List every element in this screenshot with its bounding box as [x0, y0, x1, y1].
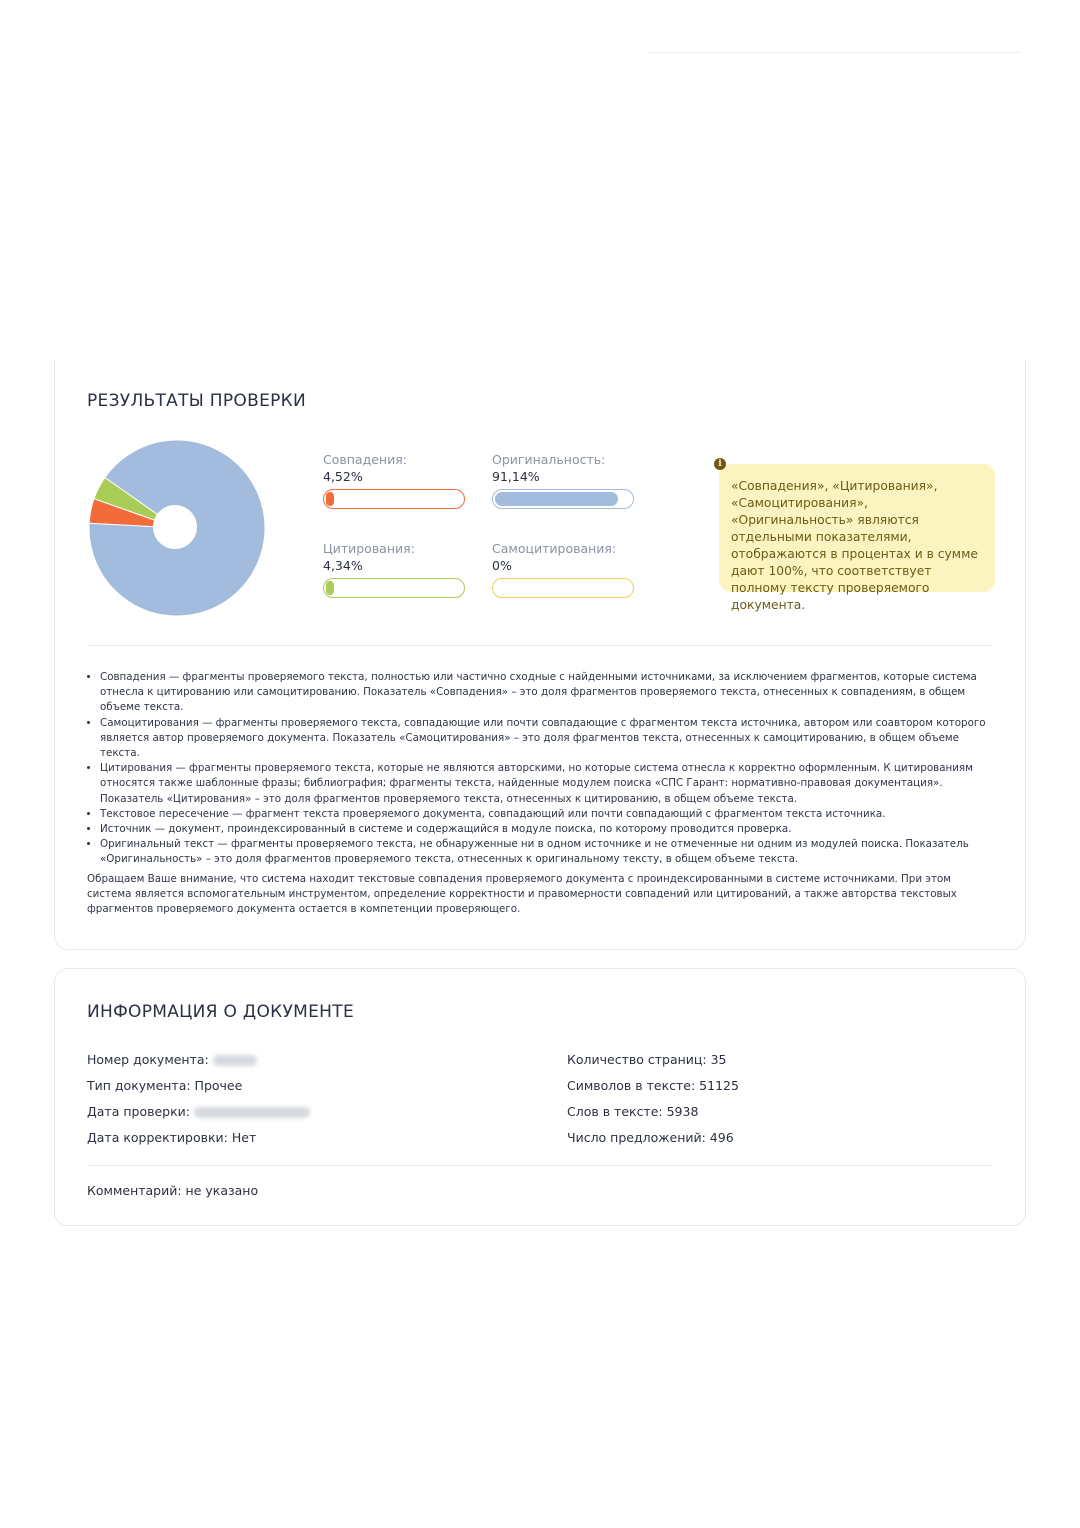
results-divider [87, 645, 993, 646]
metric-citations-bar [323, 578, 465, 598]
check-date-redacted [194, 1107, 310, 1118]
doc-type-field: Тип документа: Прочее [87, 1078, 243, 1093]
metric-originality-bar [492, 489, 634, 509]
comment-field: Комментарий: не указано [87, 1183, 259, 1198]
glossary-item-self-citations: • Самоцитирования — фрагменты проверяемого текста, совпадающие или почти совпадающие с фрагментом текста источника, автором или соавтором которого является автор проверяемого документа. Показатель «Самоцитирования» – это доля фрагментов текста, отнесенных к самоцитированию, в общем объеме текста. [100, 716, 990, 762]
metric-self-citations [492, 541, 638, 598]
glossary-item-source: • Источник — документ, проиндексированный в системе и содержащийся в модуле поиска, по которому проводится проверка. [100, 822, 990, 837]
glossary-item-text-intersection: • Текстовое пересечение — фрагмент текста проверяемого документа, совпадающий или почти совпадающий с фрагментом текста источника. [100, 807, 990, 822]
check-results-card [54, 360, 1026, 950]
correction-date-field: Дата корректировки: Нет [87, 1130, 257, 1145]
metric-self-citations-bar [492, 578, 634, 598]
metric-originality [492, 452, 638, 509]
metric-matches-value: 4,52% [323, 469, 363, 484]
glossary-item-matches: • Совпадения — фрагменты проверяемого текста, полностью или частично сходные с найденными источниками, за исключением фрагментов, которые система отнесла к цитированию или самоцитированию. Показатель «Совпадения» – это доля фрагментов проверяемого текста, отнесенных к совпадениям, в общем объеме текста. [100, 670, 990, 716]
results-title: РЕЗУЛЬТАТЫ ПРОВЕРКИ [87, 391, 307, 411]
pages-count-field: Количество страниц: 35 [567, 1052, 727, 1067]
metric-citations-label: Цитирования: [323, 541, 415, 556]
check-date-field [87, 1104, 310, 1120]
doc-number-redacted [213, 1055, 257, 1066]
words-count-field: Слов в тексте: 5938 [567, 1104, 699, 1119]
metric-matches-fill [326, 492, 334, 506]
info-icon: i [714, 458, 726, 470]
document-info-divider [87, 1165, 993, 1166]
results-pie-chart [87, 438, 267, 618]
metric-matches-label: Совпадения: [323, 452, 407, 467]
disclaimer-text: Обращаем Ваше внимание, что система находит текстовые совпадения проверяемого документа с проиндексированными в системе источниками. При этом система является вспомогательным инструментом, определение корректности и правомерности совпадений или цитирований, а также авторства текстовых фрагментов проверяемого документа остается в компетенции проверяющего. [87, 873, 957, 916]
metrics-notice [718, 459, 995, 612]
metric-citations-value: 4,34% [323, 558, 363, 573]
document-info-title: ИНФОРМАЦИЯ О ДОКУМЕНТЕ [87, 1002, 354, 1022]
sentences-count-field: Число предложений: 496 [567, 1130, 734, 1145]
metric-self-citations-label: Самоцитирования: [492, 541, 617, 556]
glossary-list [87, 670, 990, 868]
glossary-item-citations: • Цитирования — фрагменты проверяемого текста, которые не являются авторскими, но которые система отнесла к корректно оформленным. К цитированиям относятся также шаблонные фразы; библиография; фрагменты текста, найденные модулем поиска «СПС Гарант: нормативно-правовая документация». Показатель «Цитирования» – это доля фрагментов проверяемого текста, отнесенных к цитированию, в общем объеме текста. [100, 761, 990, 807]
doc-number-label: Номер документа: [87, 1052, 209, 1067]
metric-originality-label: Оригинальность: [492, 452, 606, 467]
glossary-item-original-text: • Оригинальный текст — фрагменты проверяемого текста, не обнаруженные ни в одном источнике и не отмеченные ни одним из модулей поиска. Показатель «Оригинальность» – это доля фрагментов проверяемого текста, отнесенных к оригинальному тексту, в общем объеме текста. [100, 837, 990, 867]
metrics-notice-text: «Совпадения», «Цитирования», «Самоцитирования», «Оригинальность» являются отдельными показателями, отображаются в процентах и в сумме дают 100%, что соответствует полному тексту проверяемого документа. [731, 479, 978, 612]
metric-citations-fill [326, 581, 334, 595]
pie-center-hole [153, 505, 197, 549]
document-info-card [54, 968, 1026, 1226]
doc-number-field [87, 1052, 257, 1068]
top-divider [648, 52, 1020, 53]
metric-citations [323, 541, 469, 598]
metric-originality-value: 91,14% [492, 469, 540, 484]
metric-self-citations-value: 0% [492, 558, 512, 573]
metric-matches-bar [323, 489, 465, 509]
metric-originality-fill [495, 492, 618, 506]
metric-matches [323, 452, 469, 509]
chars-count-field: Символов в тексте: 51125 [567, 1078, 739, 1093]
check-date-label: Дата проверки: [87, 1104, 190, 1119]
